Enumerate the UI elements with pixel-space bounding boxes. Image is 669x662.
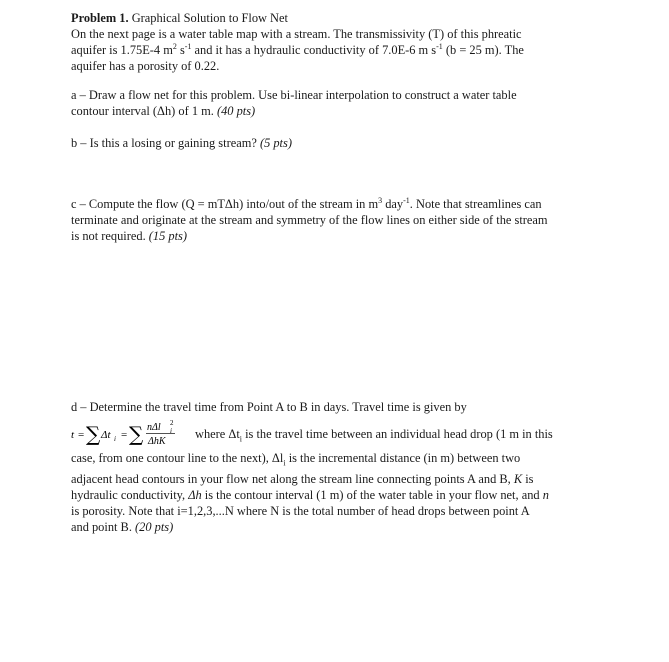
travel-time-formula (71, 420, 189, 446)
part-d-text: is the travel time between an individual head drop (1 m in this (242, 427, 553, 441)
superscript: 2 (172, 41, 177, 51)
part-a-line-1: a – Draw a flow net for this problem. Use bi-linear interpolation to construct a water table (71, 88, 517, 102)
part-a (71, 87, 601, 119)
part-d-points: (20 pts) (135, 520, 174, 535)
part-a-points: (40 pts) (216, 104, 256, 118)
part-d-line-3 (71, 450, 601, 471)
superscript: -1 (184, 41, 192, 51)
formula-num-sub: i (170, 427, 172, 435)
part-d-text: case, from one contour line to the next), Δl (71, 451, 284, 465)
formula-num-sup: 2 (170, 420, 174, 427)
part-c-text: c – Compute the flow (Q = mTΔh) into/out of the stream in m (71, 197, 379, 211)
formula-sigma-1: ∑ (86, 422, 101, 446)
formula-numerator: nΔl (147, 422, 161, 433)
problem-intro (71, 10, 601, 74)
formula-sub-i: i (114, 435, 116, 443)
subscript: i (239, 434, 243, 444)
part-c-text: . Note that streamlines can (409, 197, 542, 211)
intro-line-2 (71, 42, 601, 58)
part-d-line-4 (71, 471, 601, 487)
part-c-text: is not required. (71, 229, 149, 243)
superscript: -1 (436, 41, 443, 51)
part-a-text: contour interval (Δh) of 1 m. (71, 104, 217, 118)
part-c (71, 196, 601, 244)
superscript: 3 (378, 195, 383, 205)
intro-text: and it has a hydraulic conductivity of 7.0E-6 m s (191, 43, 437, 57)
part-d-text: is (522, 472, 534, 487)
part-d-line-5 (71, 487, 601, 503)
part-b-line (71, 135, 601, 151)
part-d-line-1: d – Determine the travel time from Point A to B in days. Travel time is given by (71, 400, 467, 414)
formula-delta-t: Δt (101, 429, 111, 441)
intro-text: (b = 25 m). The (442, 43, 524, 57)
symbol-k: K (513, 472, 523, 487)
part-d-text: is the incremental distance (in m) between two (285, 451, 521, 465)
superscript: -1 (403, 195, 410, 205)
symbol-delta-h: Δh (188, 488, 202, 503)
part-c-line-1 (71, 196, 601, 212)
intro-line-1: On the next page is a water table map with a stream. The transmissivity (T) of this phreatic (71, 27, 522, 41)
part-b-text: b – Is this a losing or gaining stream? (71, 136, 260, 150)
part-b-points: (5 pts) (259, 136, 292, 150)
problem-number: Problem 1. (71, 11, 129, 25)
formula-denominator: ΔhK (148, 436, 166, 446)
part-c-line-3 (71, 228, 601, 244)
part-d-line-7 (71, 519, 601, 535)
subscript: i (283, 458, 286, 468)
part-d-text: adjacent head contours in your flow net along the stream line connecting points A and B, (71, 472, 514, 487)
part-c-points: (15 pts) (148, 229, 187, 243)
intro-text: aquifer is 1.75E-4 m (71, 43, 173, 57)
intro-line-3: aquifer has a porosity of 0.22. (71, 59, 220, 73)
problem-title: Graphical Solution to Flow Net (131, 11, 288, 25)
formula-sigma-2: ∑ (129, 422, 144, 446)
problem-title-line (71, 10, 601, 26)
formula-equals-2: = (121, 429, 128, 441)
formula-description (195, 426, 553, 447)
part-d-text: hydraulic conductivity, (71, 488, 189, 503)
intro-text: s (176, 43, 185, 57)
part-c-line-2: terminate and originate at the stream and symmetry of the flow lines on either side of the stream (71, 213, 548, 227)
part-a-line-2 (71, 103, 601, 119)
formula-line (71, 420, 601, 444)
part-d-text: is the contour interval (1 m) of the water table in your flow net, and (201, 488, 543, 503)
part-d (71, 399, 601, 535)
part-d-line-6: is porosity. Note that i=1,2,3,...N where N is the total number of head drops between point A (71, 504, 530, 519)
formula-t: t (71, 429, 75, 441)
part-c-text: day (382, 197, 404, 211)
part-b (71, 135, 601, 151)
part-d-text: where Δt (195, 427, 240, 441)
symbol-n: n (542, 488, 549, 503)
formula-equals-1: = (78, 429, 85, 441)
part-d-text: and point B. (71, 520, 136, 535)
